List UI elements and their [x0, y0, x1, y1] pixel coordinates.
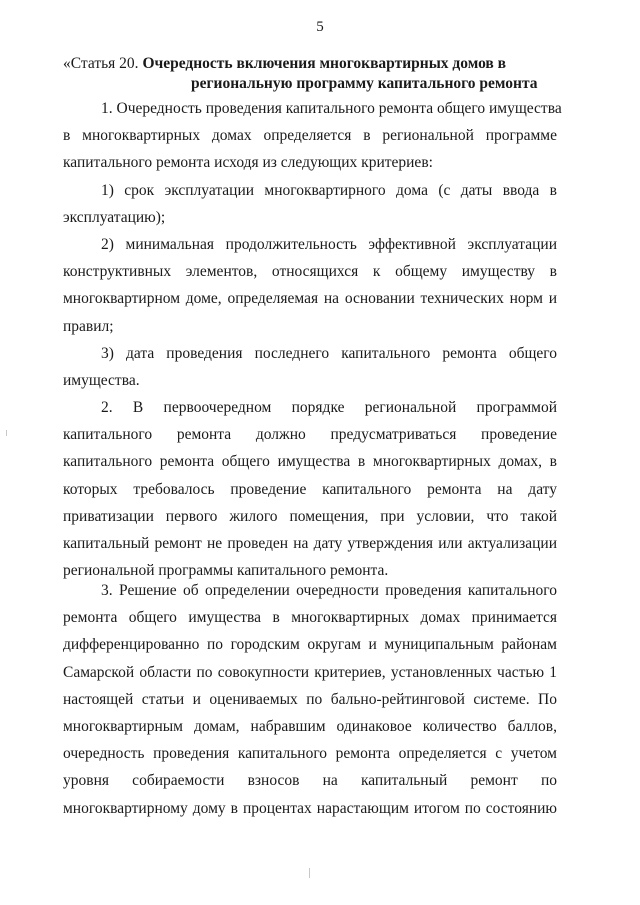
text-line: Самарской области по совокупности критериев, установленных частью 1 — [63, 663, 557, 681]
paragraph-item-2 — [63, 231, 557, 340]
text-line: конструктивных элементов, относящихся к общему имуществу в — [63, 263, 557, 281]
text-line: многоквартирном доме, определяемая на основании технических норм и — [63, 290, 557, 308]
text-line: эксплуатацию); — [63, 209, 166, 227]
text-line: 1) срок эксплуатации многоквартирного дома (с даты ввода в — [101, 182, 557, 199]
text-line: уровня собираемости взносов на капитальный ремонт по — [63, 772, 557, 790]
scan-mark — [6, 430, 7, 436]
paragraph-2 — [63, 394, 557, 584]
text-line: дифференцированно по городским округам и муниципальным районам — [63, 636, 557, 654]
text-line: многоквартирному дому в процентах нарастающим итогом по состоянию — [63, 799, 557, 817]
text-line: настоящей статьи и оцениваемых по бально-рейтинговой системе. По — [63, 690, 557, 708]
text-line: 2. В первоочередном порядке региональной программой — [101, 399, 557, 416]
paragraph-3 — [63, 577, 557, 822]
text-line: региональной программы капитального ремонта. — [63, 562, 389, 580]
text-line: правил; — [63, 317, 114, 335]
scan-mark — [309, 868, 310, 878]
text-line: 2) минимальная продолжительность эффективной эксплуатации — [101, 236, 557, 253]
article-title-line-2: региональную программу капитального ремонта — [191, 75, 538, 92]
text-line: 1. Очередность проведения капитального ремонта общего имущества — [101, 100, 562, 117]
paragraph-item-3 — [63, 340, 557, 394]
paragraph-1 — [63, 95, 562, 177]
text-line: приватизации первого жилого помещения, при условии, что такой — [63, 507, 557, 525]
article-heading — [63, 54, 560, 74]
text-line: капитального ремонта исходя из следующих критериев: — [63, 154, 433, 172]
text-line: капитальный ремонт не проведен на дату утверждения или актуализации — [63, 534, 557, 552]
page-number: 5 — [316, 19, 324, 35]
article-title-line-1: Очередность включения многоквартирных домов в — [142, 55, 507, 72]
text-line: многоквартирным домам, набравшим одинаковое количество баллов, — [63, 717, 557, 735]
text-line: которых требовалось проведение капитального ремонта на дату — [63, 480, 557, 498]
text-line: капитального ремонта должно предусматриваться проведение — [63, 426, 557, 444]
text-line: ремонта общего имущества в многоквартирных домах принимается — [63, 609, 557, 627]
text-line: капитального ремонта общего имущества в многоквартирных домах, в — [63, 453, 557, 471]
text-line: имущества. — [63, 372, 140, 390]
text-line: 3. Решение об определении очередности проведения капитального — [101, 582, 557, 599]
text-line: в многоквартирных домах определяется в региональной программе — [63, 127, 557, 145]
text-line: очередность проведения капитального ремонта определяется с учетом — [63, 745, 557, 763]
paragraph-item-1 — [63, 177, 557, 231]
text-line: 3) дата проведения последнего капитального ремонта общего — [101, 345, 557, 362]
article-number: «Статья 20. — [63, 55, 139, 72]
